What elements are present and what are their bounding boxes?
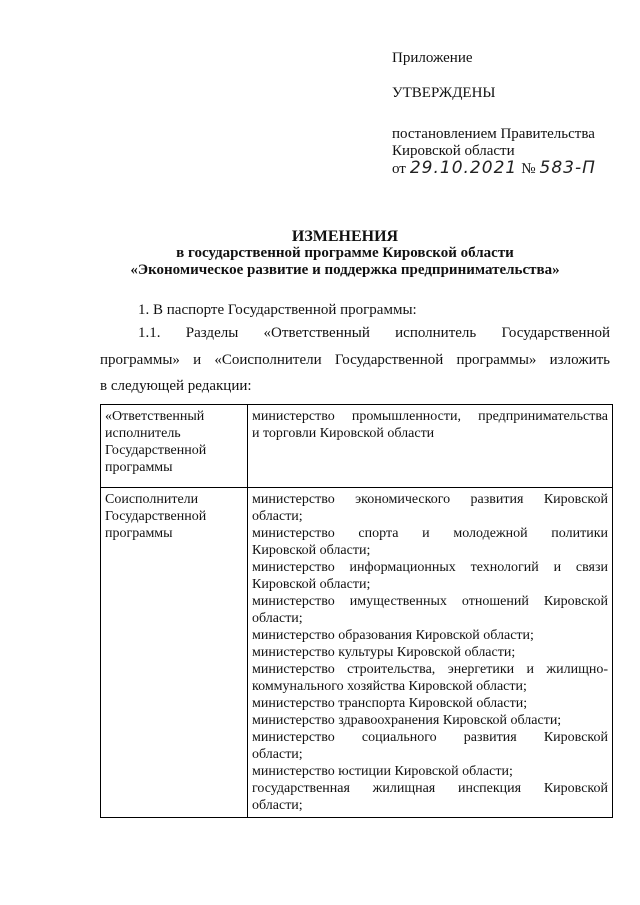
resolution-line-1: постановлением Правительства [392, 126, 595, 142]
number-prefix: № [521, 161, 536, 177]
handwritten-date: 29.10.2021 [409, 158, 518, 178]
date-prefix: от [392, 161, 406, 177]
content-line: области; [252, 747, 303, 762]
title-line-2: в государственной программе Кировской области [176, 245, 514, 261]
content-line: Кировской области; [252, 543, 371, 558]
handwritten-number: 583-П [539, 158, 596, 178]
title-line-3: «Экономическое развитие и поддержка предпринимательства» [130, 262, 560, 278]
content-line: министерство здравоохранения Кировской области; [252, 713, 562, 728]
table-row [101, 405, 613, 488]
content-line: области; [252, 798, 303, 813]
item-1-1-line-1: 1.1. Разделы «Ответственный исполнитель Государственной [138, 325, 610, 341]
content-line: министерство спорта и молодежной политики [252, 526, 608, 541]
content-line: министерство культуры Кировской области; [252, 645, 516, 660]
content-line: министерство строительства, энергетики и жилищно- [252, 662, 608, 677]
content-line: области; [252, 509, 303, 524]
content-line: Кировской области; [252, 577, 371, 592]
content-line: коммунального хозяйства Кировской области; [252, 679, 527, 694]
content-line: министерство информационных технологий и связи [252, 560, 608, 575]
content-line: министерство юстиции Кировской области; [252, 764, 513, 779]
content-line: министерство социального развития Кировской [252, 730, 608, 745]
document-title [60, 228, 630, 279]
content-line: министерство образования Кировской области; [252, 628, 534, 643]
date-number-line [392, 160, 632, 178]
table-row [101, 488, 613, 818]
title-main: ИЗМЕНЕНИЯ [291, 228, 399, 245]
row-content [248, 488, 613, 818]
approval-block [392, 50, 632, 178]
content-line: государственная жилищная инспекция Кировской [252, 781, 608, 796]
content-line: министерство имущественных отношений Кировской [252, 594, 608, 609]
approved-label: УТВЕРЖДЕНЫ [392, 85, 496, 101]
content-line: области; [252, 611, 303, 626]
row-content [248, 405, 613, 488]
item-1-1-line-2: программы» и «Соисполнители Государственной программы» изложить [100, 352, 610, 368]
row-label: Соисполнители Государственной программы [101, 488, 248, 818]
appendix-label: Приложение [392, 50, 473, 66]
content-line: министерство промышленности, предпринимательства [252, 409, 608, 424]
row-label: «Ответственный исполнитель Государственной программы [101, 405, 248, 488]
program-table [100, 404, 613, 818]
content-line: и торговли Кировской области [252, 426, 435, 441]
item-1: 1. В паспорте Государственной программы: [138, 302, 417, 318]
content-line: министерство транспорта Кировской области; [252, 696, 528, 711]
item-1-1-line-3: в следующей редакции: [100, 378, 252, 394]
resolution-line-2: Кировской области [392, 143, 515, 159]
content-line: министерство экономического развития Кировской [252, 492, 608, 507]
